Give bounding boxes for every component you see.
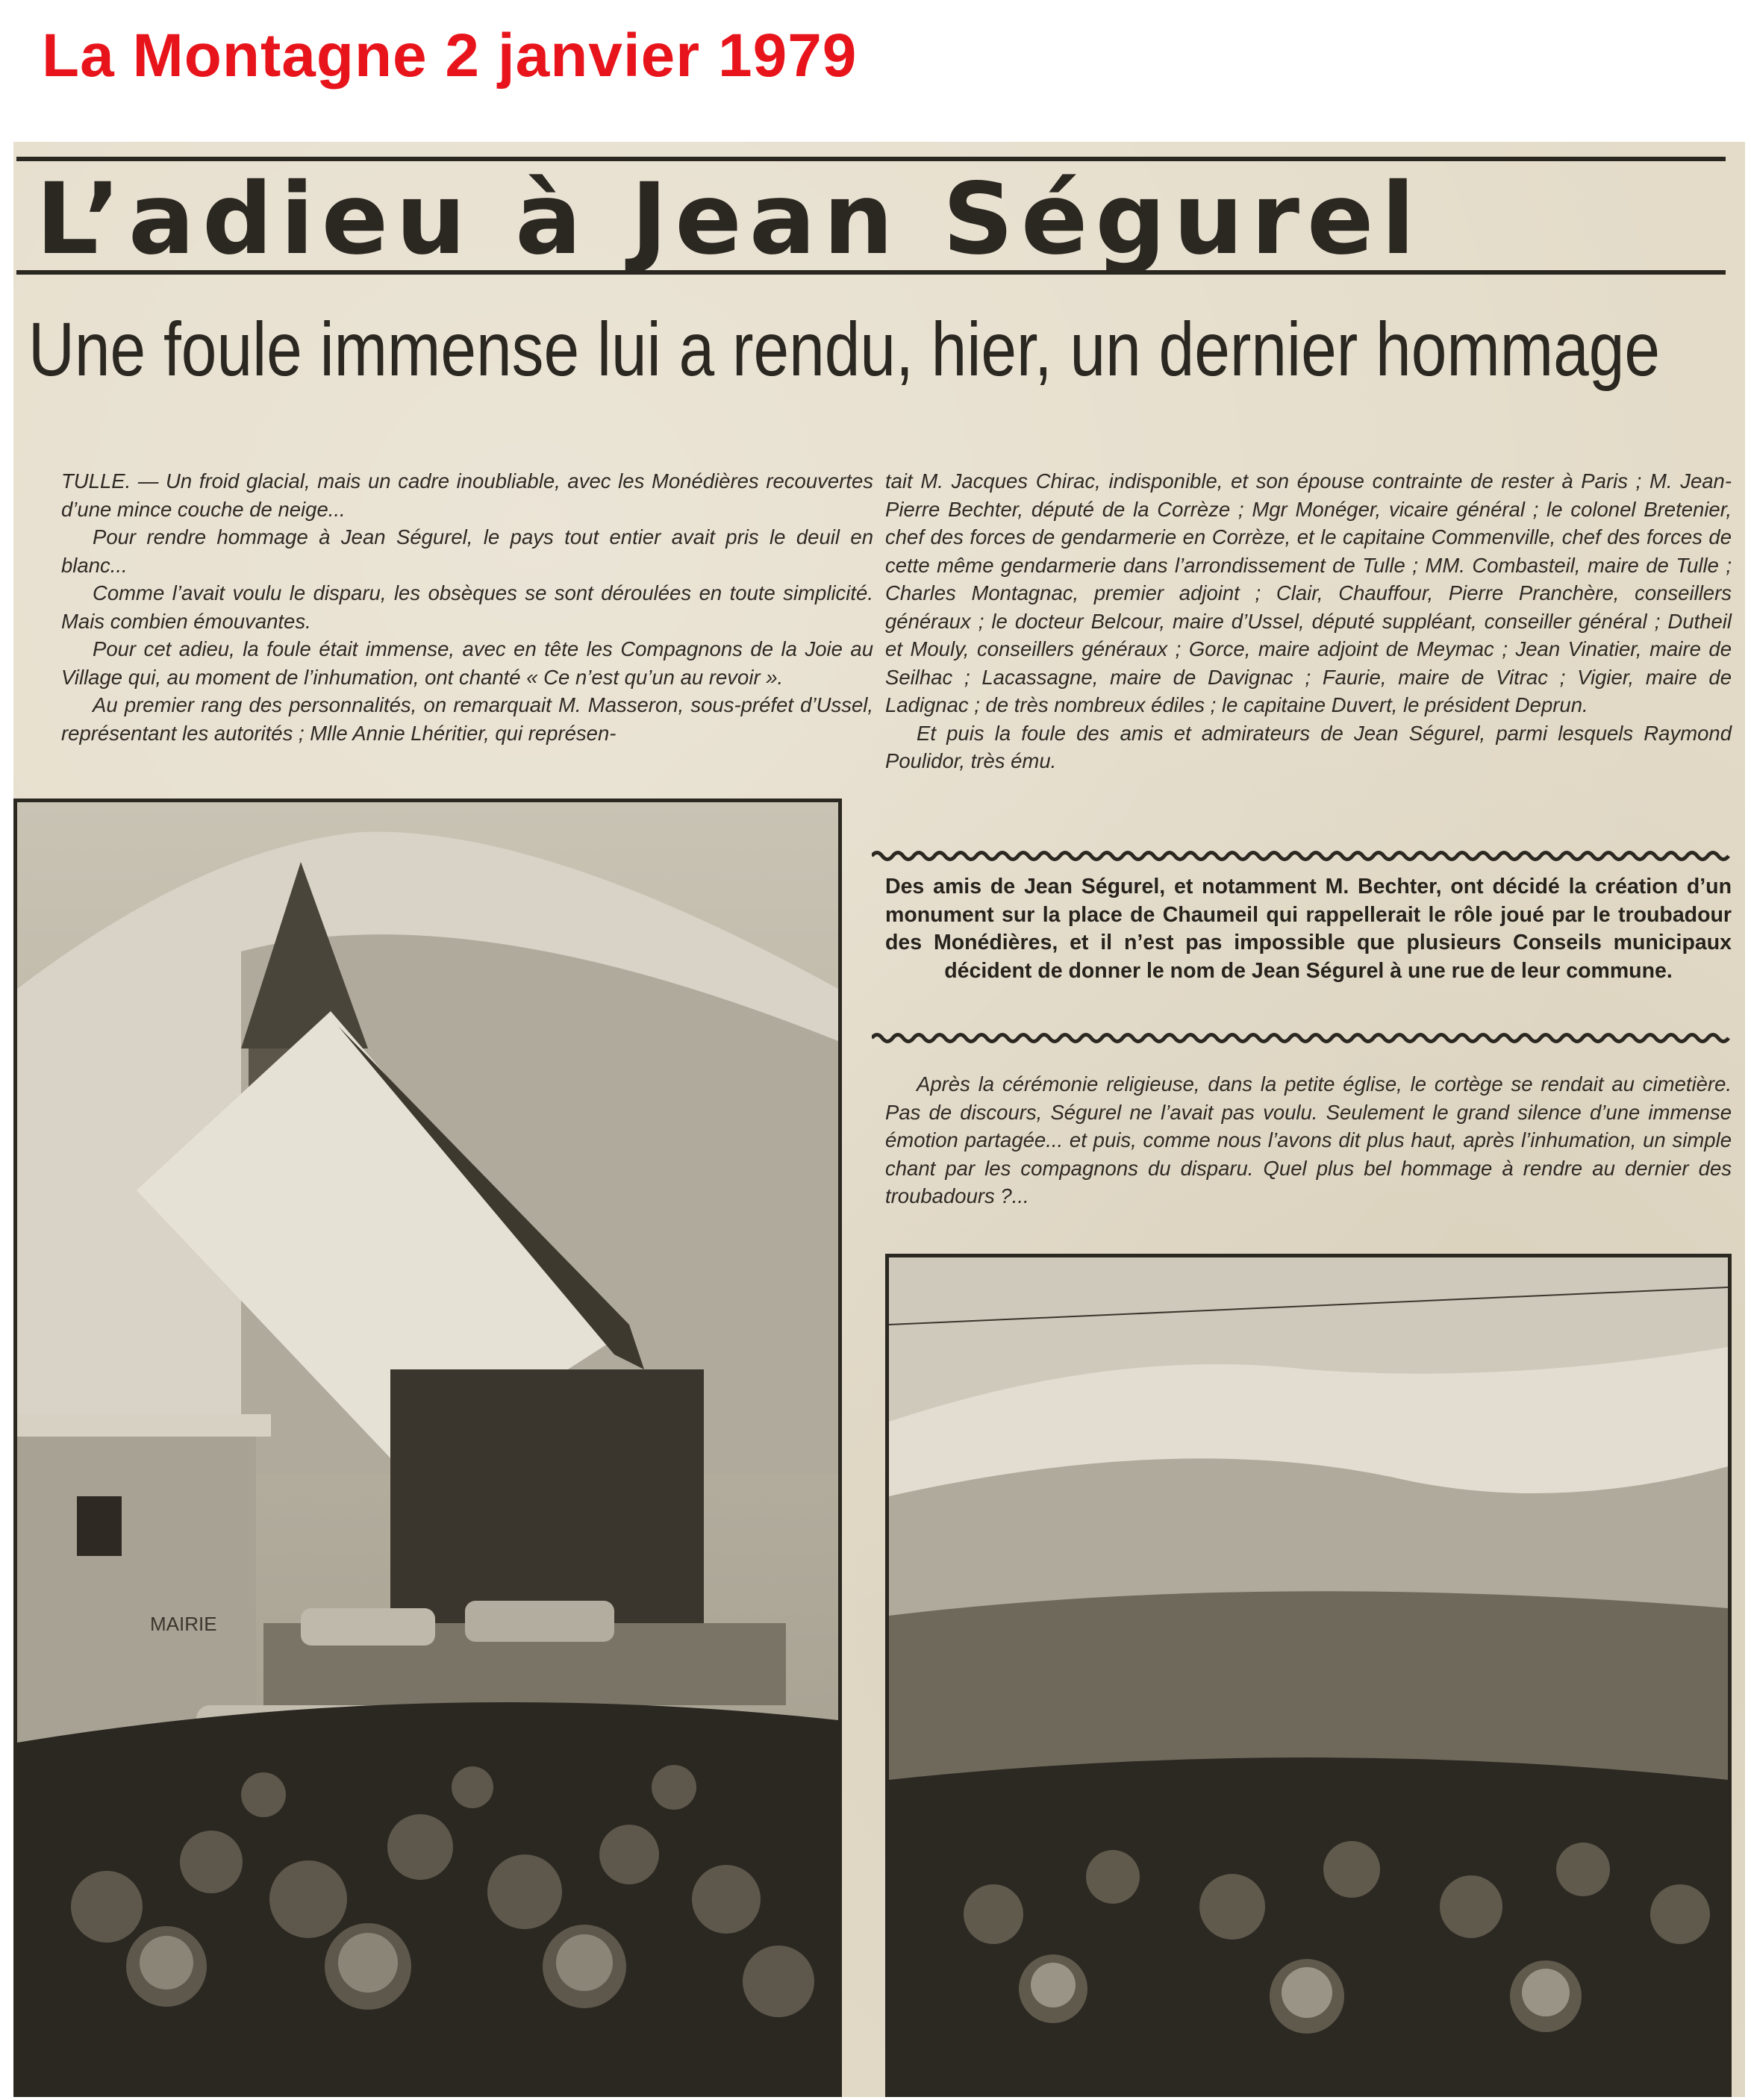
paragraph-5: Au premier rang des personnalités, on remarquait M. Masseron, sous-préfet d’Ussel, représentant les autorités ; Mlle Annie Lhéritier, qui représen- xyxy=(61,693,873,745)
paragraph-7: Et puis la foule des amis et admirateurs de Jean Ségurel, parmi lesquels Raymond Poulidor, très ému. xyxy=(885,721,1732,772)
paragraph-2: Pour rendre hommage à Jean Ségurel, le pays tout entier avait pris le deuil en blanc... xyxy=(61,525,873,577)
photo-church-crowd xyxy=(13,799,842,2097)
headline-rule-box xyxy=(16,157,1726,275)
mairie-sign: MAIRIE xyxy=(150,1613,217,1635)
paragraph-4: Pour cet adieu, la foule était immense, avec en tête les Compagnons de la Joie au Village qui, au moment de l’inhumation, ont chanté « Ce n’est qu’un au revoir ». xyxy=(61,637,873,689)
left-column-text xyxy=(61,467,873,747)
photo-procession xyxy=(885,1254,1732,2097)
right-column-text xyxy=(885,467,1732,775)
wavy-rule-top xyxy=(872,849,1730,863)
headline: L’adieu à Jean Ségurel xyxy=(36,162,1423,277)
paragraph-3: Comme l’avait voulu le disparu, les obsèques se sont déroulées en toute simplicité. Mais combien émouvantes. xyxy=(61,581,873,633)
paragraph-1: TULLE. — Un froid glacial, mais un cadre inoubliable, avec les Monédières recouvertes d’une mince couche de neige... xyxy=(61,469,873,521)
closing-paragraph xyxy=(885,1070,1732,1210)
paragraph-8: Après la cérémonie religieuse, dans la petite église, le cortège se rendait au cimetière. Pas de discours, Ségurel ne l’avait pas voulu. Seulement le grand silence d’une immense émotion partagée... et puis, comme nous l’avons dit plus haut, après l’inhumation, un simple chant par les compagnons du disparu. Quel plus bel hommage à rendre au dernier des troubadours ?... xyxy=(885,1072,1732,1207)
paragraph-6: tait M. Jacques Chirac, indisponible, et son épouse contrainte de rester à Paris ; M. Jean-Pierre Bechter, député de la Corrèze ; Mgr Monéger, vicaire général ; le colonel Bretenier, chef des forces de gendarmerie en Corrèze, et le capitaine Commenville, chef des forces de cette même gendarmerie dans l’arrondissement de Tulle ; MM. Combasteil, maire de Tulle ; Charles Montagnac, premier adjoint ; Clair, Chauffour, Pierre Pranchère, conseillers généraux ; le docteur Belcour, maire d’Ussel, député suppléant, conseiller général ; Dutheil et Mouly, conseillers généraux ; Gorce, maire adjoint de Meymac ; Jean Vinatier, maire de Seilhac ; Lacassagne, maire de Davignac ; Faurie, maire de Vitrac ; Vigier, maire de Ladignac ; de très nombreux édiles ; le capitaine Duvert, le président Deprun. xyxy=(885,469,1732,716)
boxed-note: Des amis de Jean Ségurel, et notamment M. Bechter, ont décidé la création d’un monument sur la place de Chaumeil qui rappellerait le rôle joué par le troubadour des Monédières, et il n’est pas impossible que plusieurs Conseils municipaux décident de donner le nom de Jean Ségurel à une rue de leur commune. xyxy=(885,875,1732,983)
subheadline: Une foule immense lui a rendu, hier, un dernier hommage xyxy=(28,307,1661,392)
newspaper-clipping xyxy=(13,142,1745,2097)
source-label: La Montagne 2 janvier 1979 xyxy=(42,22,858,90)
wavy-rule-bottom xyxy=(872,1031,1730,1045)
